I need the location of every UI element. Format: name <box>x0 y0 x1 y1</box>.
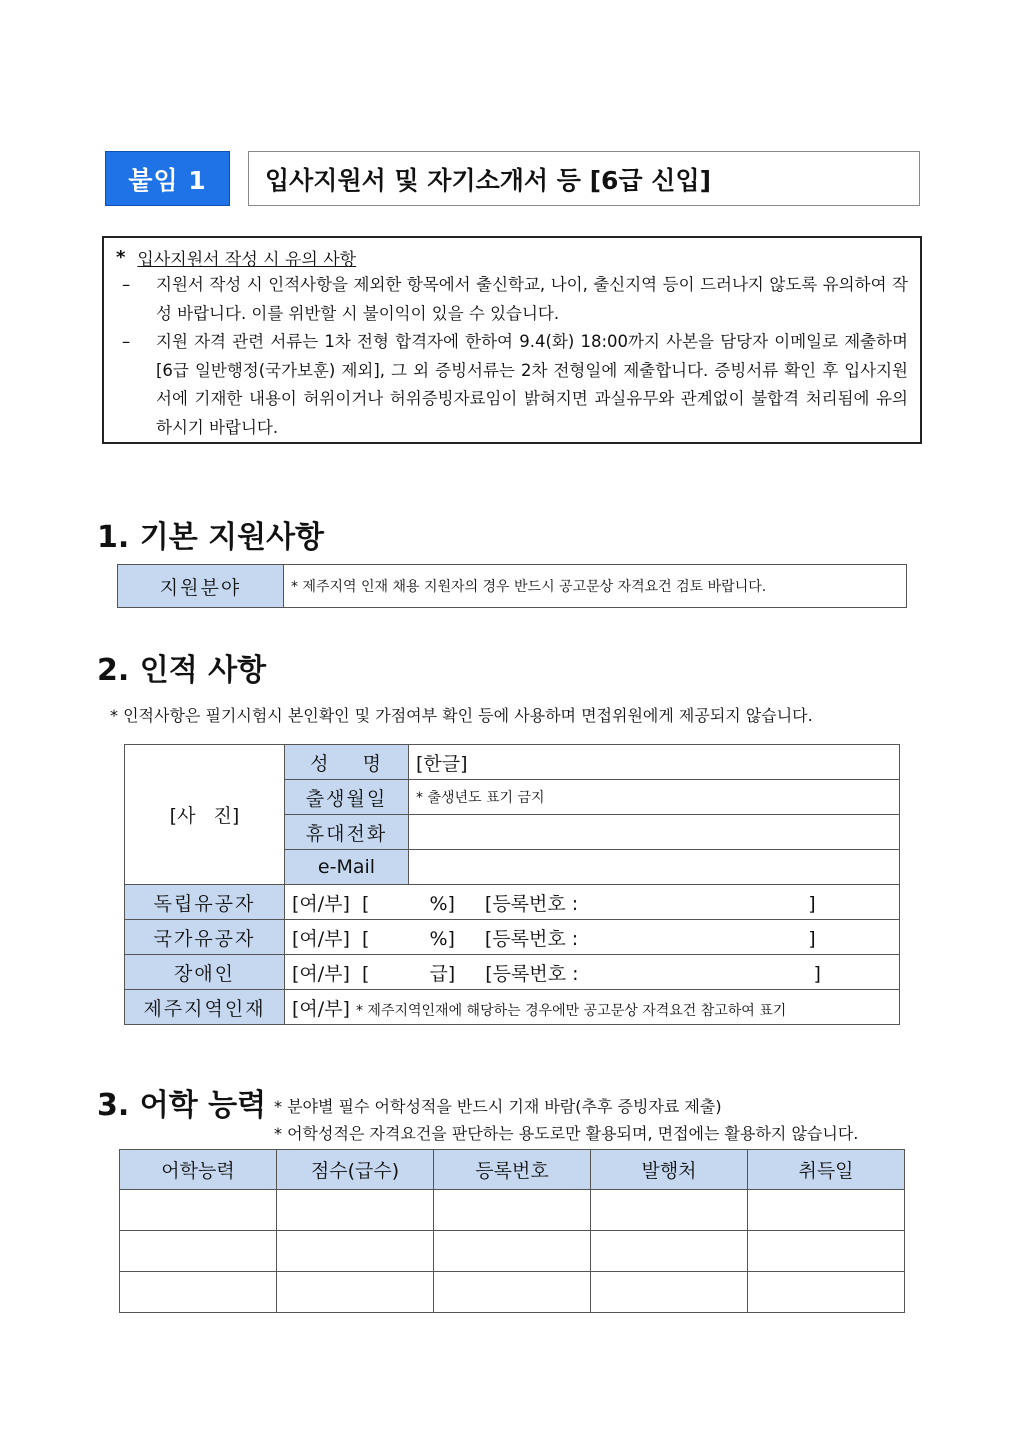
notice-bullet <box>116 271 908 328</box>
national-merit-input[interactable] <box>285 920 900 955</box>
table-row <box>120 1190 905 1231</box>
row-label: 장애인 <box>125 955 285 990</box>
notice-bullet <box>116 328 908 442</box>
section3-note-2: * 어학성적은 자격요건을 판단하는 용도로만 활용되며, 면접에는 활용하지 않습니다. <box>274 1124 859 1143</box>
row-label: 독립유공자 <box>125 885 285 920</box>
table-cell[interactable] <box>120 1272 277 1313</box>
independence-merit-input[interactable] <box>285 885 900 920</box>
reg-number-field: [등록번호 : <box>484 927 579 950</box>
table-cell[interactable] <box>591 1231 748 1272</box>
merit-row <box>125 920 900 955</box>
bullet-dash: – <box>122 332 131 351</box>
section1-heading: 1. 기본 지원사항 <box>97 520 325 555</box>
row-label: 국가유공자 <box>125 920 285 955</box>
table-row <box>120 1272 905 1313</box>
table-cell[interactable] <box>434 1272 591 1313</box>
name-label: 성 명 <box>285 745 409 780</box>
column-header: 발행처 <box>591 1150 748 1190</box>
personal-info-table <box>124 744 900 1025</box>
notice-title-row <box>116 243 908 271</box>
section3-heading: 3. 어학 능력 <box>97 1088 267 1123</box>
email-label: e-Mail <box>285 850 409 885</box>
photo-cell[interactable] <box>125 745 285 885</box>
application-area-input[interactable]: * 제주지역 인재 채용 지원자의 경우 반드시 공고문상 자격요건 검토 바랍니다. <box>284 565 907 608</box>
birth-input[interactable]: * 출생년도 표기 금지 <box>409 780 900 815</box>
jeju-talent-label: 제주지역인재 <box>125 990 285 1025</box>
column-header: 등록번호 <box>434 1150 591 1190</box>
notice-bullet-text: 지원 자격 관련 서류는 1차 전형 합격자에 한하여 9.4(화) 18:00까지 사본을 담당자 이메일로 제출하며[6급 일반행정(국가보훈) 제외], 그 외 증빙서류는 2차 전형일에 제출합니다. 증빙서류 확인 후 입사지원서에 기재한 내용이 허위이거나 허위증빙자료임이 밝혀지면 과실유무와 관계없이 불합격 처리됨에 유의하시기 바랍니다. <box>156 332 908 437</box>
grade-field: 급] <box>429 962 456 985</box>
section3-note-1: * 분야별 필수 어학성적을 반드시 기재 바람(추후 증빙자료 제출) <box>274 1097 722 1116</box>
birth-label: 출생월일 <box>285 780 409 815</box>
document-title: 입사지원서 및 자기소개서 등 [6급 신입] <box>248 151 920 206</box>
language-ability-table <box>119 1149 905 1313</box>
section2-note: * 인적사항은 필기시험시 본인확인 및 가점여부 확인 등에 사용하며 면접위원에게 제공되지 않습니다. <box>110 706 813 725</box>
percent-field: %] <box>429 892 455 915</box>
table-cell[interactable] <box>120 1231 277 1272</box>
table-cell[interactable] <box>591 1272 748 1313</box>
notice-star: * <box>116 246 126 268</box>
table-cell[interactable] <box>748 1190 905 1231</box>
table-cell[interactable] <box>434 1231 591 1272</box>
table-cell[interactable] <box>120 1190 277 1231</box>
column-header: 취득일 <box>748 1150 905 1190</box>
bracket-close: ] <box>808 892 816 915</box>
table-header-row <box>120 1150 905 1190</box>
yes-no-field: [여/부] <box>292 997 350 1020</box>
percent-field: %] <box>429 927 455 950</box>
table-cell[interactable] <box>277 1190 434 1231</box>
bracket-close: ] <box>813 962 821 985</box>
attachment-badge: 붙임 1 <box>105 151 230 206</box>
merit-row <box>125 955 900 990</box>
bracket-close: ] <box>808 927 816 950</box>
table-cell[interactable] <box>748 1231 905 1272</box>
table-cell[interactable] <box>591 1190 748 1231</box>
phone-label: 휴대전화 <box>285 815 409 850</box>
notice-bullet-text: 지원서 작성 시 인적사항을 제외한 항목에서 출신학교, 나이, 출신지역 등이 드러나지 않도록 유의하여 작성 바랍니다. 이를 위반할 시 불이익이 있을 수 있습니다. <box>156 275 908 323</box>
jeju-talent-input[interactable] <box>285 990 900 1025</box>
phone-input[interactable] <box>409 815 900 850</box>
column-header: 어학능력 <box>120 1150 277 1190</box>
email-input[interactable] <box>409 850 900 885</box>
table-cell[interactable] <box>277 1231 434 1272</box>
table-cell[interactable] <box>748 1272 905 1313</box>
jeju-talent-note: * 제주지역인재에 해당하는 경우에만 공고문상 자격요건 참고하여 표기 <box>355 1002 787 1019</box>
merit-row <box>125 885 900 920</box>
photo-placeholder: [사 진] <box>169 805 240 827</box>
field-label-application-area: 지원분야 <box>118 565 284 608</box>
reg-number-field: [등록번호 : <box>485 962 579 985</box>
notice-title: 입사지원서 작성 시 유의 사항 <box>137 249 357 270</box>
yes-no-field: [여/부] [ <box>292 962 370 985</box>
disability-input[interactable] <box>285 955 900 990</box>
name-input[interactable]: [한글] <box>409 745 900 780</box>
table-row <box>120 1231 905 1272</box>
reg-number-field: [등록번호 : <box>484 892 579 915</box>
yes-no-field: [여/부] [ <box>292 892 370 915</box>
basic-application-table <box>117 564 907 608</box>
section2-heading: 2. 인적 사항 <box>97 653 267 688</box>
notice-box <box>102 236 922 444</box>
table-cell[interactable] <box>434 1190 591 1231</box>
column-header: 점수(급수) <box>277 1150 434 1190</box>
yes-no-field: [여/부] [ <box>292 927 370 950</box>
bullet-dash: – <box>122 275 131 294</box>
table-cell[interactable] <box>277 1272 434 1313</box>
